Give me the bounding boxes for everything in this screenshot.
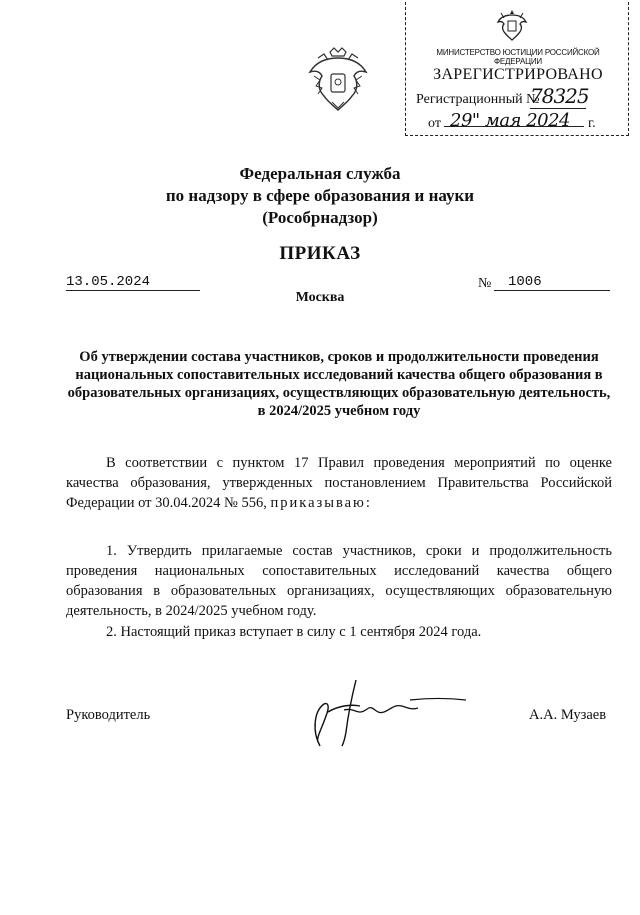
stamp-reg-label: Регистрационный № xyxy=(416,92,540,107)
stamp-date-prefix: от xyxy=(428,116,441,131)
stamp-reg-underline xyxy=(530,108,586,109)
order-subject: Об утверждении состава участников, сроков и продолжительности проведения национальных сопоставительных исследований качества общего образования в образовательных организациях, осуществляющих образовательную деятельность, в 2024/2025 учебном году xyxy=(67,349,611,419)
stamp-ministry-name: МИНИСТЕРСТВО ЮСТИЦИИ РОССИЙСКОЙ ФЕДЕРАЦИИ xyxy=(436,48,600,66)
stamp-date-value: 29" мая 2024 xyxy=(450,110,571,131)
order-title: ПРИКАЗ xyxy=(279,243,361,264)
coat-of-arms-icon xyxy=(494,6,530,44)
intro-paragraph xyxy=(66,453,612,513)
stamp-date-suffix: г. xyxy=(587,116,596,131)
organization-name xyxy=(0,163,640,229)
intro-text: В соответствии с пунктом 17 Правил проведения мероприятий по оценке качества образования, утвержденных постановлением Правительства Российской Федерации от 30.04.2024 № 556, xyxy=(66,455,612,511)
signatory-name: А.А. Музаев xyxy=(529,707,607,723)
item-2: 2. Настоящий приказ вступает в силу с 1 сентября 2024 года. xyxy=(106,624,482,640)
russian-coat-of-arms-icon xyxy=(306,46,370,116)
org-line-3: (Рособрнадзор) xyxy=(262,208,378,227)
order-date: 13.05.2024 xyxy=(66,274,200,291)
stamp-registered-label: ЗАРЕГИСТРИРОВАНО xyxy=(433,66,603,83)
registration-stamp xyxy=(405,2,629,136)
signatory-role: Руководитель xyxy=(66,707,151,723)
handwritten-signature xyxy=(298,676,468,756)
city: Москва xyxy=(295,290,345,305)
org-line-2: по надзору в сфере образования и науки xyxy=(165,186,475,205)
number-sign: № xyxy=(478,276,492,291)
org-line-1: Федеральная служба xyxy=(239,164,401,183)
order-number: 1006 xyxy=(494,274,610,291)
item-1: 1. Утвердить прилагаемые состав участников, сроки и продолжительность проведения национальных сопоставительных исследований качества общего образования в образовательных организациях, осуществляющих образовательную деятельность, в 2024/2025 учебном году. xyxy=(66,543,612,619)
order-word: приказываю: xyxy=(270,495,372,511)
stamp-reg-number: 78325 xyxy=(530,84,589,108)
